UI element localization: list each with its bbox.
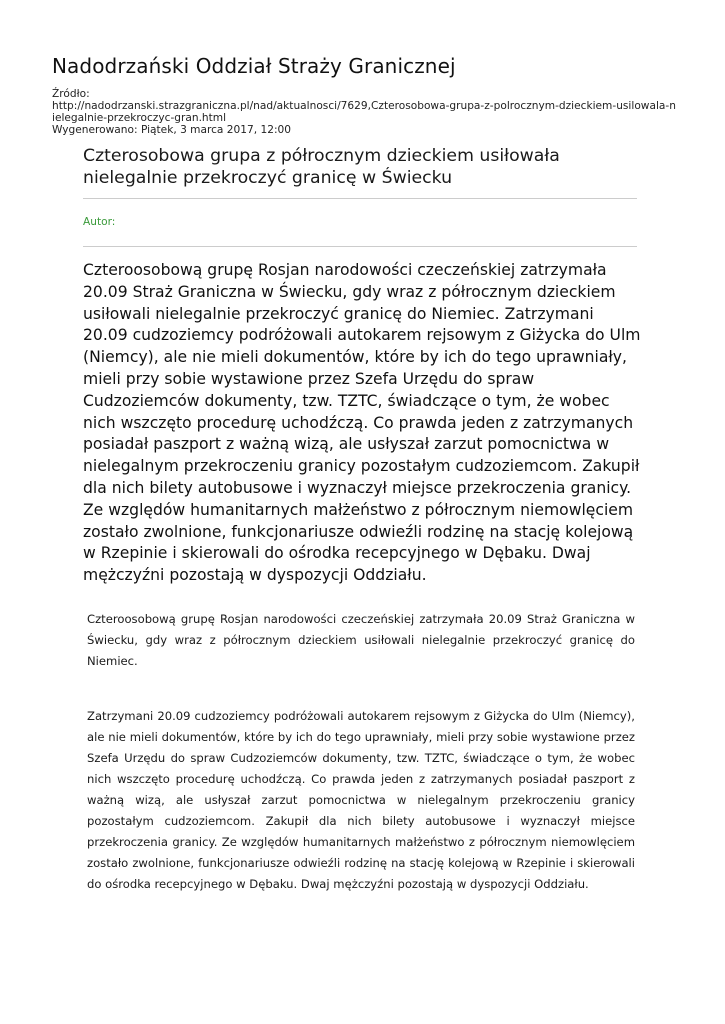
author-label: Autor:	[83, 216, 116, 228]
source-label: Źródło:	[52, 88, 90, 100]
source-meta	[52, 88, 677, 136]
title-divider	[83, 198, 637, 199]
source-url[interactable]: http://nadodrzanski.strazgraniczna.pl/nad/aktualnosci/7629,Czterosobowa-grupa-z-polrocznym-dzieckiem-usilowala-nielegalnie-przekroczyc-gran.html	[52, 100, 676, 124]
generated-line	[52, 124, 677, 136]
article-paragraph: Zatrzymani 20.09 cudzoziemcy podróżowali autokarem rejsowym z Giżycka do Ulm (Niemcy), ale nie mieli dokumentów, które by ich do tego uprawniały, mieli przy sobie wystawione przez Szefa Urzędu do spraw Cudzoziemców dokumenty, tzw. TZTC, świadczące o tym, że wobec nich wszczęto procedurę uchodźczą. Co prawda jeden z zatrzymanych posiadał paszport z ważną wizą, ale usłyszał zarzut pomocnictwa w nielegalnym przekroczeniu granicy pozostałym cudzoziemcom. Zakupił dla nich bilety autobusowe i wyznaczył miejsce przekroczenia granicy. Ze względów humanitarnych małżeństwo z półrocznym niemowlęciem zostało zwolnione, funkcjonariusze odwieźli rodzinę na stację kolejową w Rzepinie i skierowali do ośrodka recepcyjnego w Dębaku. Dwaj mężczyźni pozostają w dyspozycji Oddziału.	[87, 709, 635, 891]
article-title: Czterosobowa grupa z półrocznym dzieckiem usiłowała nielegalnie przekroczyć granicę w Świecku	[83, 146, 560, 188]
article-lead: Czteroosobową grupę Rosjan narodowości czeczeńskiej zatrzymała 20.09 Straż Graniczna w Świecku, gdy wraz z półrocznym dzieckiem usiłowali nielegalnie przekroczyć granicę do Niemiec. Zatrzymani 20.09 cudzoziemcy podróżowali autokarem rejsowym z Giżycka do Ulm (Niemcy), ale nie mieli dokumentów, które by ich do tego uprawniały, mieli przy sobie wystawione przez Szefa Urzędu do spraw Cudzoziemców dokumenty, tzw. TZTC, świadczące o tym, że wobec nich wszczęto procedurę uchodźczą. Co prawda jeden z zatrzymanych posiadał paszport z ważną wizą, ale usłyszał zarzut pomocnictwa w nielegalnym przekroczeniu granicy pozostałym cudzoziemcom. Zakupił dla nich bilety autobusowe i wyznaczył miejsce przekroczenia granicy. Ze względów humanitarnych małżeństwo z półrocznym niemowlęciem zostało zwolnione, funkcjonariusze odwieźli rodzinę na stację kolejową w Rzepinie i skierowali do ośrodka recepcyjnego w Dębaku. Dwaj mężczyźni pozostają w dyspozycji Oddziału.	[83, 261, 641, 585]
generated-label: Wygenerowano:	[52, 124, 138, 136]
generated-value: Piątek, 3 marca 2017, 12:00	[140, 124, 292, 136]
site-title: Nadodrzański Oddział Straży Granicznej	[52, 54, 456, 78]
author-divider	[83, 246, 637, 247]
article-paragraph: Czteroosobową grupę Rosjan narodowości czeczeńskiej zatrzymała 20.09 Straż Graniczna w Świecku, gdy wraz z półrocznym dzieckiem usiłowali nielegalnie przekroczyć granicę do Niemiec.	[87, 612, 635, 668]
